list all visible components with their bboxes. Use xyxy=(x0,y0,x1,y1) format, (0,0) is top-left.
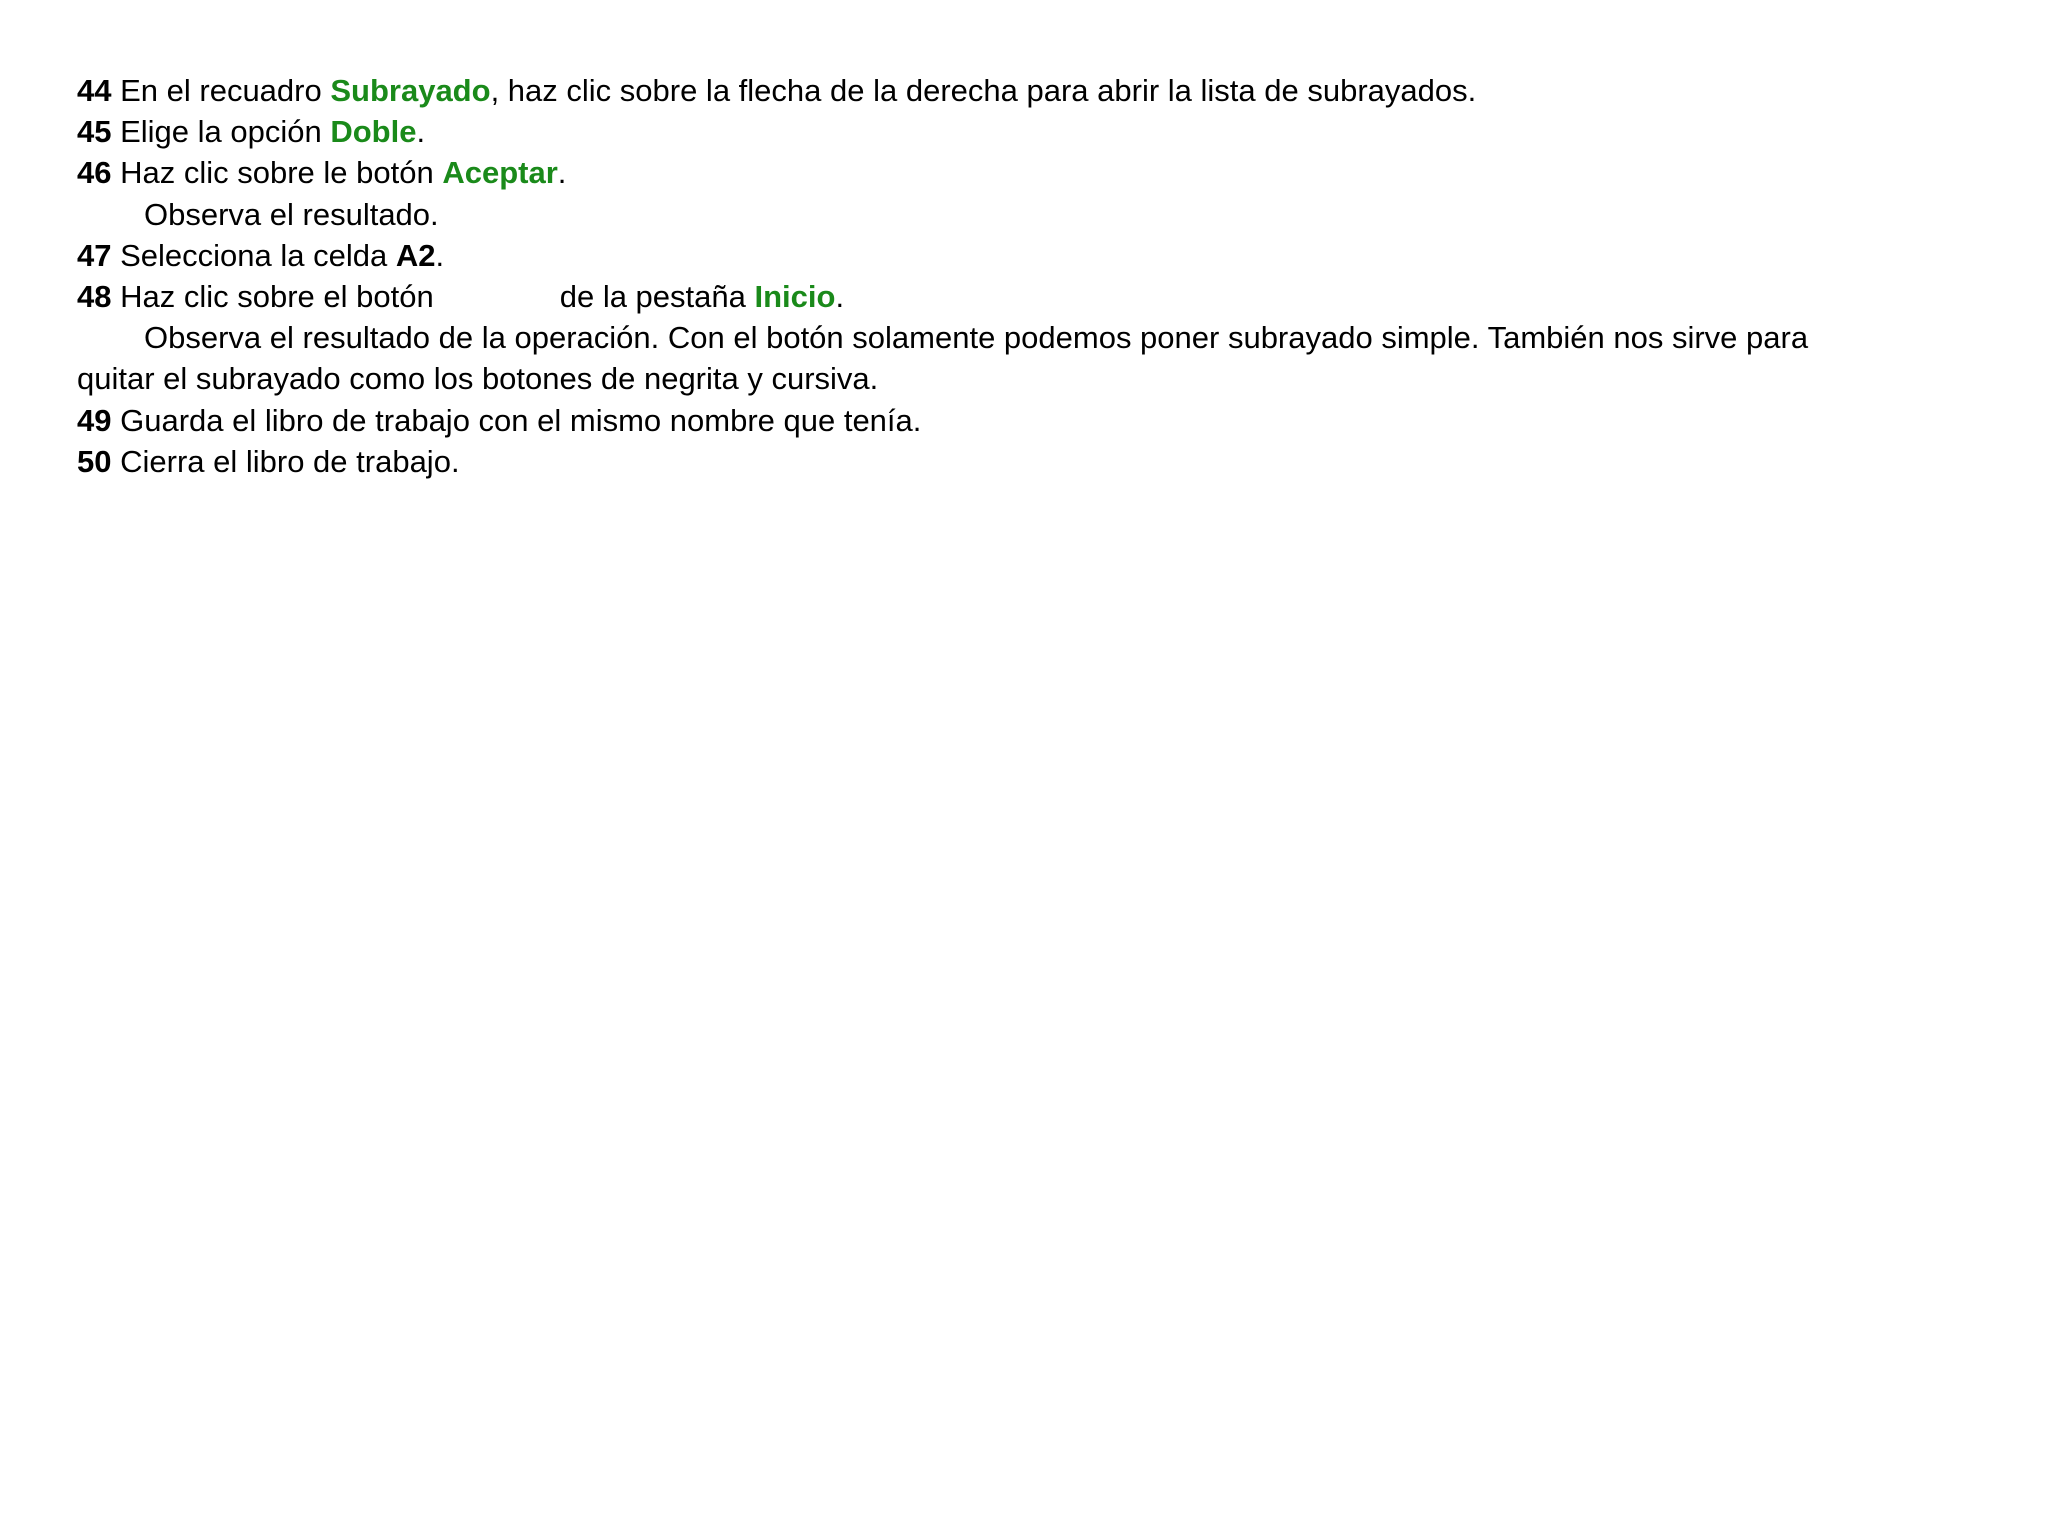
note-result-line2 xyxy=(77,358,2017,399)
step-number: 46 xyxy=(77,155,112,191)
underline-button-image-placeholder xyxy=(434,306,560,307)
note-text: Observa el resultado. xyxy=(144,196,439,232)
step-text: Cierra el libro de trabajo. xyxy=(120,443,460,479)
note-observe xyxy=(77,194,2017,235)
step-text: . xyxy=(435,237,445,273)
step-46 xyxy=(77,152,2017,193)
note-text: Observa el resultado de la operación. Con el botón solamente podemos poner subrayado simple. También nos sirve para xyxy=(144,320,1809,356)
step-50 xyxy=(77,441,2017,482)
step-text: . xyxy=(416,114,426,150)
highlight-term: Inicio xyxy=(754,278,836,314)
highlight-term: Doble xyxy=(330,114,417,150)
step-text: Selecciona la celda xyxy=(120,237,396,273)
cell-reference: A2 xyxy=(395,237,436,273)
step-text: Guarda el libro de trabajo con el mismo nombre que tenía. xyxy=(120,402,922,438)
highlight-term: Aceptar xyxy=(442,155,558,191)
step-49 xyxy=(77,400,2017,441)
step-48 xyxy=(77,276,2017,317)
note-text: quitar el subrayado como los botones de negrita y cursiva. xyxy=(77,361,879,397)
step-text: Elige la opción xyxy=(120,114,331,150)
step-text: , haz clic sobre la flecha de la derecha para abrir la lista de subrayados. xyxy=(490,73,1477,108)
step-number: 50 xyxy=(77,443,112,479)
step-number: 44 xyxy=(77,73,112,108)
step-text: Haz clic sobre le botón xyxy=(120,155,443,191)
step-number: 45 xyxy=(77,114,112,150)
step-number: 47 xyxy=(77,237,112,273)
step-text: En el recuadro xyxy=(120,73,331,108)
step-45 xyxy=(77,111,2017,152)
highlight-term: Subrayado xyxy=(330,73,491,108)
step-text: . xyxy=(557,155,567,191)
step-text: . xyxy=(835,278,845,314)
step-47 xyxy=(77,235,2017,276)
note-result-line1 xyxy=(77,317,2017,358)
step-44 xyxy=(77,70,2017,111)
step-text: Haz clic sobre el botón xyxy=(120,278,434,314)
step-number: 48 xyxy=(77,278,112,314)
step-text: de la pestaña xyxy=(559,278,755,314)
instructions-document xyxy=(77,70,2017,482)
step-number: 49 xyxy=(77,402,112,438)
